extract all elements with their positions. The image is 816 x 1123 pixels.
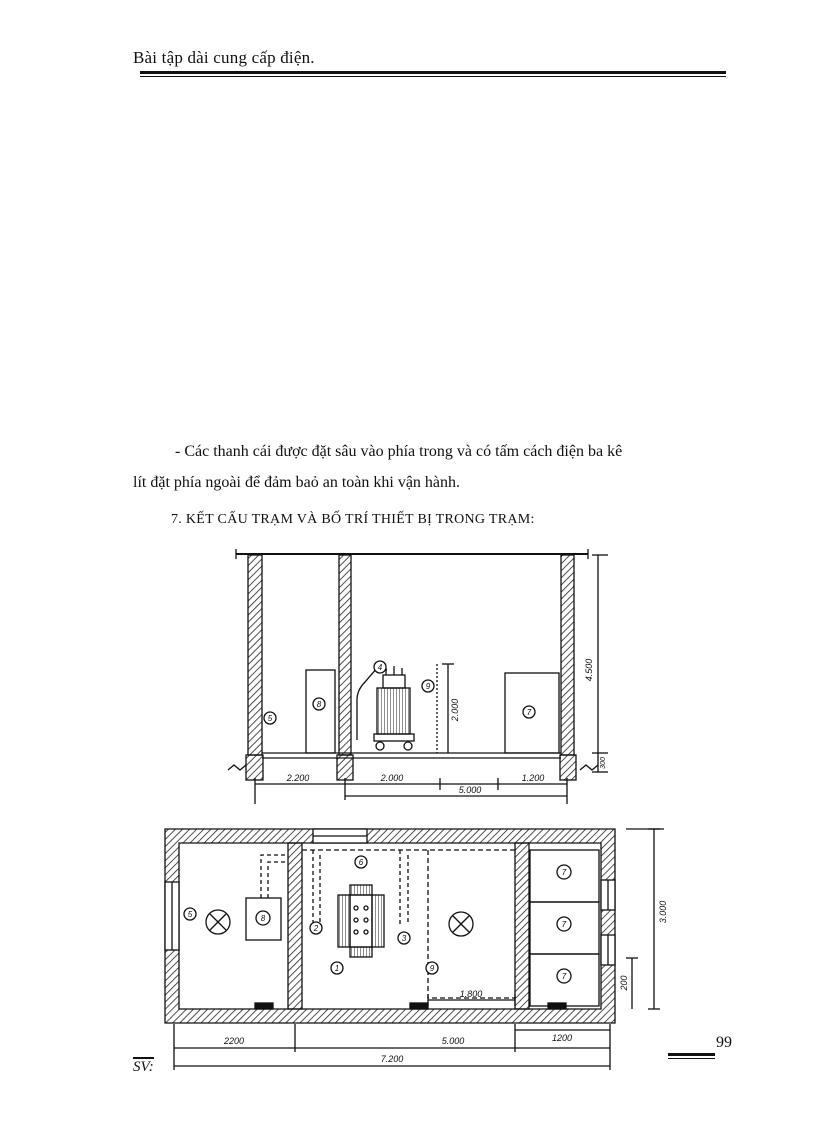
middle-wall xyxy=(339,555,351,755)
paragraph-line-2: lít đặt phía ngoài để đảm baỏ an toàn khi vận hành. xyxy=(133,474,461,491)
elevation-dim-span-mid: 2.000 xyxy=(380,773,404,783)
elevation-transformer xyxy=(374,666,414,750)
elevation-dim-total: 5.000 xyxy=(458,785,482,795)
plan-dim-200: 200 xyxy=(619,975,629,991)
page-number: 99 xyxy=(716,1034,732,1051)
elevation-dim-span-left: 2.200 xyxy=(286,773,310,783)
plan-texts xyxy=(188,858,668,1064)
plan-dim-5000: 5.000 xyxy=(441,1036,465,1046)
paragraph-line-1: - Các thanh cái được đặt sâu vào phía trong và có tấm cách điện ba kê xyxy=(175,443,623,460)
plan-label-7c: 7 xyxy=(561,972,567,981)
plan-dim-7200: 7.200 xyxy=(380,1054,404,1064)
plan-label-5: 5 xyxy=(187,910,193,919)
elevation-view xyxy=(228,549,608,804)
plan-label-7a: 7 xyxy=(561,868,567,877)
plan-transformer xyxy=(338,885,384,957)
footer-rule-thick xyxy=(668,1053,715,1056)
plan-label-6: 6 xyxy=(358,858,364,867)
plan-dim-2200: 2200 xyxy=(223,1036,245,1046)
footer-rule-thin xyxy=(668,1058,715,1059)
elevation-label-9: 9 xyxy=(425,682,431,691)
plan-view xyxy=(165,829,664,1070)
elevation-dim-span-right: 1.200 xyxy=(521,773,545,783)
elevation-label-7: 7 xyxy=(526,708,532,717)
plan-label-3: 3 xyxy=(401,934,407,943)
elevation-label-8: 8 xyxy=(316,700,322,709)
right-wall xyxy=(561,555,574,755)
elevation-label-4: 4 xyxy=(377,663,383,672)
elevation-dim-transformer-height: 2.000 xyxy=(450,698,460,722)
plan-wall-right xyxy=(515,843,529,1009)
plan-dim-depth: 3.000 xyxy=(658,900,668,924)
left-wall xyxy=(248,555,262,755)
elevation-dim-floor: 300 xyxy=(600,757,607,769)
sv-label: SV: xyxy=(133,1059,154,1075)
plan-label-9: 9 xyxy=(429,964,435,973)
header-title: Bài tập dài cung cấp điện. xyxy=(133,48,315,67)
elevation-panel-8 xyxy=(306,670,335,753)
plan-dim-1800: 1.800 xyxy=(459,989,483,999)
elevation-dim-height: 4.500 xyxy=(584,658,594,682)
plan-label-8: 8 xyxy=(260,914,266,923)
elevation-texts xyxy=(268,659,607,795)
plan-label-2: 2 xyxy=(313,924,319,933)
plan-label-7b: 7 xyxy=(561,920,567,929)
section-heading: 7. KẾT CẤU TRẠM VÀ BỐ TRÍ THIẾT BỊ TRONG TRẠM: xyxy=(171,512,535,527)
plan-label-1: 1 xyxy=(334,964,340,973)
plan-dim-1200: 1200 xyxy=(551,1033,573,1043)
elevation-label-5: 5 xyxy=(267,714,273,723)
plan-wall-left xyxy=(288,843,302,1009)
